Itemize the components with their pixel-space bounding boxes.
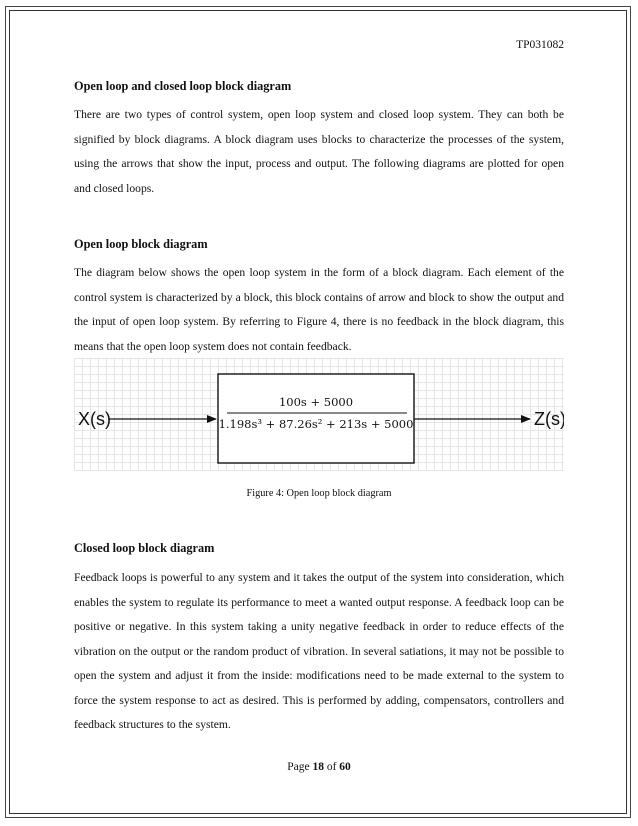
input-signal-label: X(s) [78,409,111,429]
figure-caption: Figure 4: Open loop block diagram [246,488,392,499]
section-heading-open-loop: Open loop block diagram [74,237,208,251]
block-diagram-figure [74,358,564,471]
paragraph-control-system-types: There are two types of control system, open loop system and closed loop system. They can both be signified by block diagrams. A block diagram uses blocks to characterize the processes of the system, using the arrows that show the input, process and output. The following diagrams are plotted for open and closed loops. [74,108,564,195]
block-diagram-svg [74,358,564,471]
document-id: TP031082 [516,39,564,51]
page-footer [74,761,564,773]
paragraph-closed-loop: Feedback loops is powerful to any system and it takes the output of the system into consideration, which enables the system to regulate its performance to meet a wanted output response. A feedback loop can be positive or negative. In this system taking a unity negative feedback in order to reduce effects of the vibration on the output or the random product of vibration. In several satiations, it may not be possible to open the system and adjust it from the inside: modifications need to be made external to the system to force the system response to act as desired. This is performed by adding, compensators, controllers and feedback structures to the system. [74,571,564,731]
current-page-number: 18 [312,761,324,773]
output-signal-label: Z(s) [534,409,564,429]
section-heading-open-closed: Open loop and closed loop block diagram [74,79,292,93]
transfer-function-denominator: 1.198s³ + 87.26s² + 213s + 5000 [218,417,414,431]
page-number-separator: of [323,761,340,773]
page-number-prefix: Page [287,761,313,773]
section-heading-closed-loop: Closed loop block diagram [74,541,215,555]
transfer-function-numerator: 100s + 5000 [278,395,354,409]
total-page-count: 60 [339,761,351,773]
paragraph-open-loop: The diagram below shows the open loop system in the form of a block diagram. Each element of the control system is characterized by a block, this block contains of arrow and block to show the output and the input of open loop system. By referring to Figure 4, there is no feedback in the block diagram, this means that the open loop system does not contain feedback. [74,266,564,353]
